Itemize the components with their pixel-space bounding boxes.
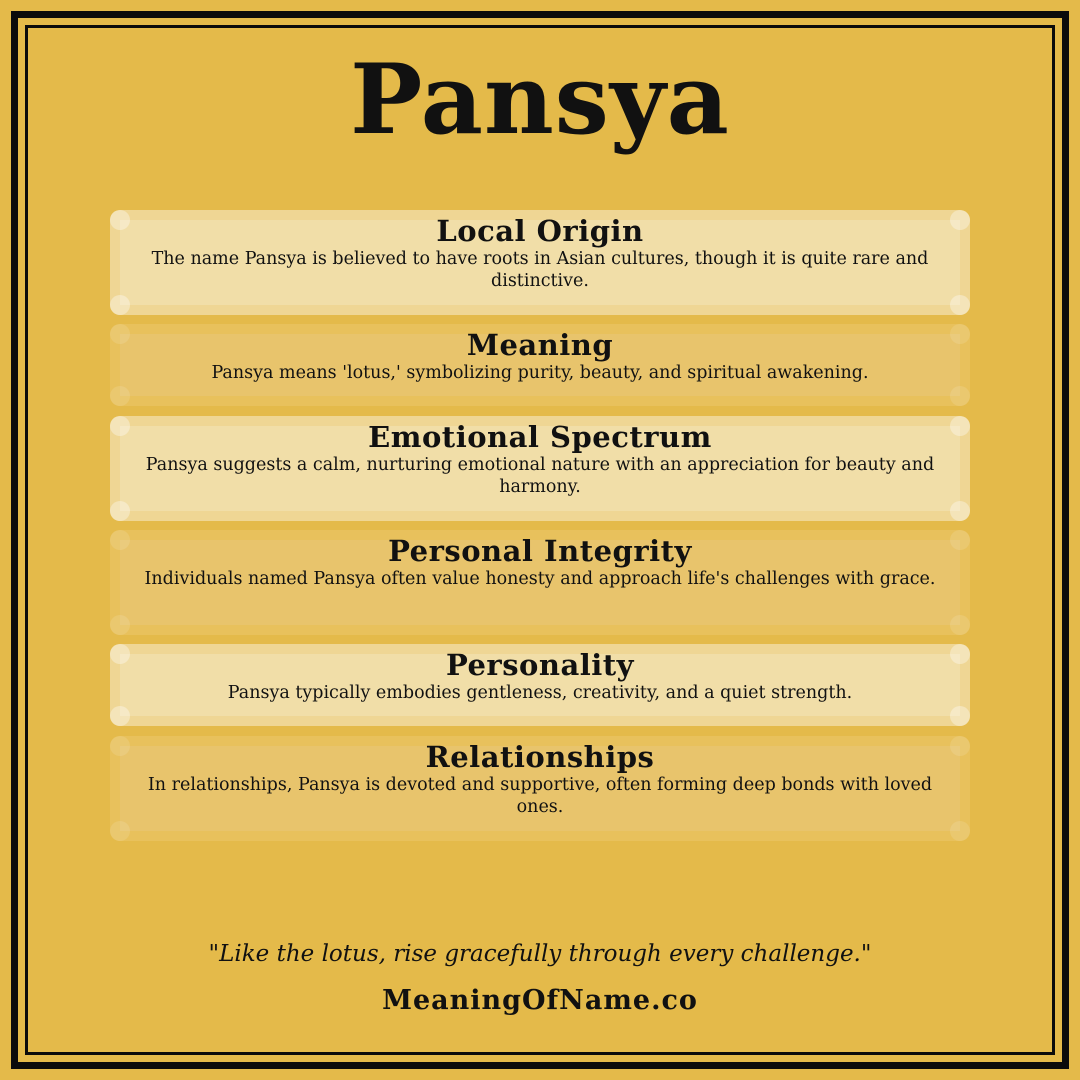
section-heading: Relationships	[425, 740, 655, 774]
section-heading: Personal Integrity	[388, 534, 692, 568]
section-heading: Local Origin	[436, 214, 644, 248]
section-card-personality	[110, 644, 970, 726]
quote-text: Like the lotus, rise gracefully through every challenge.	[219, 941, 861, 967]
quote-close-mark: "	[860, 941, 872, 967]
section-text: The name Pansya is believed to have roots in Asian cultures, though it is quite rare and distinctive.	[151, 249, 929, 291]
page-title: Pansya	[350, 43, 730, 156]
section-text: Individuals named Pansya often value honesty and approach life's challenges with grace.	[144, 569, 936, 589]
section-card-emotional-spectrum	[110, 416, 970, 521]
section-heading: Meaning	[466, 328, 614, 362]
section-text: In relationships, Pansya is devoted and supportive, often forming deep bonds with loved ones.	[147, 775, 933, 817]
brand-name: MeaningOfName.co	[382, 985, 698, 1016]
section-text: Pansya typically embodies gentleness, creativity, and a quiet strength.	[227, 683, 853, 703]
section-heading: Emotional Spectrum	[368, 420, 712, 454]
section-card-local-origin	[110, 210, 970, 315]
section-text: Pansya means 'lotus,' symbolizing purity, beauty, and spiritual awakening.	[211, 363, 869, 383]
quote	[0, 938, 1080, 970]
section-text: Pansya suggests a calm, nurturing emotional nature with an appreciation for beauty and harmony.	[145, 455, 935, 497]
section-card-meaning	[110, 324, 970, 406]
section-heading: Personality	[445, 648, 635, 682]
section-card-personal-integrity	[110, 530, 970, 635]
section-card-relationships	[110, 736, 970, 841]
quote-open-mark: "	[208, 941, 220, 967]
